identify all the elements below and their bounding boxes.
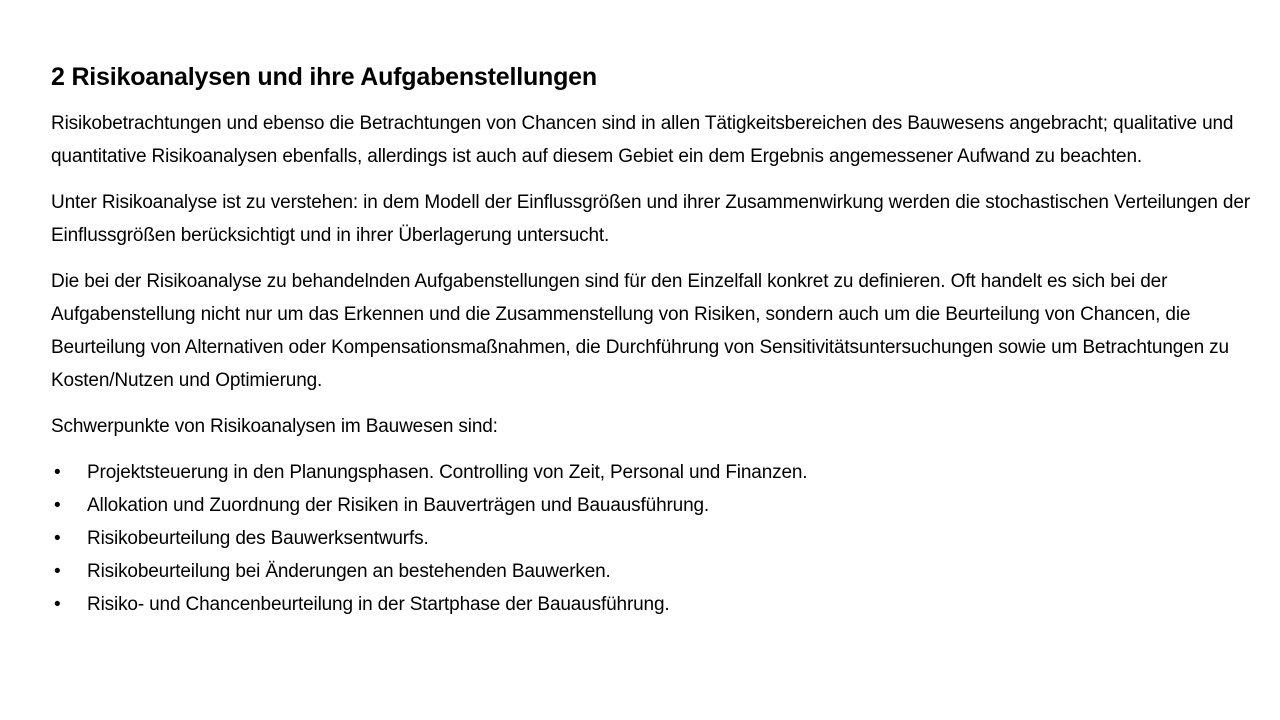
list-item-text: Risiko- und Chancenbeurteilung in der Startphase der Bauausführung. [87,594,670,615]
list-item-text: Risikobeurteilung bei Änderungen an bestehenden Bauwerken. [87,561,611,582]
list-item [51,588,1251,621]
paragraph-focus-intro: Schwerpunkte von Risikoanalysen im Bauwesen sind: [51,416,498,437]
list-item [51,456,1251,489]
list-item [51,522,1251,555]
bullet-icon: • [54,495,61,516]
list-item [51,489,1251,522]
list-item-text: Allokation und Zuordnung der Risiken in Bauverträgen und Bauausführung. [87,495,710,516]
bullet-icon: • [54,561,61,582]
list-item-text: Projektsteuerung in den Planungsphasen. Controlling von Zeit, Personal und Finanzen. [87,462,808,483]
bullet-icon: • [54,462,61,483]
list-item [51,555,1251,588]
paragraph-definition: Unter Risikoanalyse ist zu verstehen: in dem Modell der Einflussgrößen und ihrer Zusammenwirkung werden die stochastischen Verteilungen der Einflussgrößen berücksichtigt und in ihrer Überlagerung untersucht. [51,192,1250,246]
focus-bullet-list [51,456,1251,621]
slide-title: 2 Risikoanalysen und ihre Aufgabenstellungen [51,63,597,91]
bullet-icon: • [54,528,61,549]
paragraph-tasks: Die bei der Risikoanalyse zu behandelnden Aufgabenstellungen sind für den Einzelfall konkret zu definieren. Oft handelt es sich bei der Aufgabenstellung nicht nur um das Erkennen und die Zusammenstellung von Risiken, sondern auch um die Beurteilung von Chancen, die Beurteilung von Alternativen oder Kompensationsmaßnahmen, die Durchführung von Sensitivitätsuntersuchungen sowie um Betrachtungen zu Kosten/Nutzen und Optimierung. [51,271,1229,391]
list-item-text: Risikobeurteilung des Bauwerksentwurfs. [87,528,429,549]
paragraph-intro: Risikobetrachtungen und ebenso die Betrachtungen von Chancen sind in allen Tätigkeitsbereichen des Bauwesens angebracht; qualitative und quantitative Risikoanalysen ebenfalls, allerdings ist auch auf diesem Gebiet ein dem Ergebnis angemessener Aufwand zu beachten. [51,113,1234,167]
slide-content [51,58,1251,621]
bullet-icon: • [54,594,61,615]
